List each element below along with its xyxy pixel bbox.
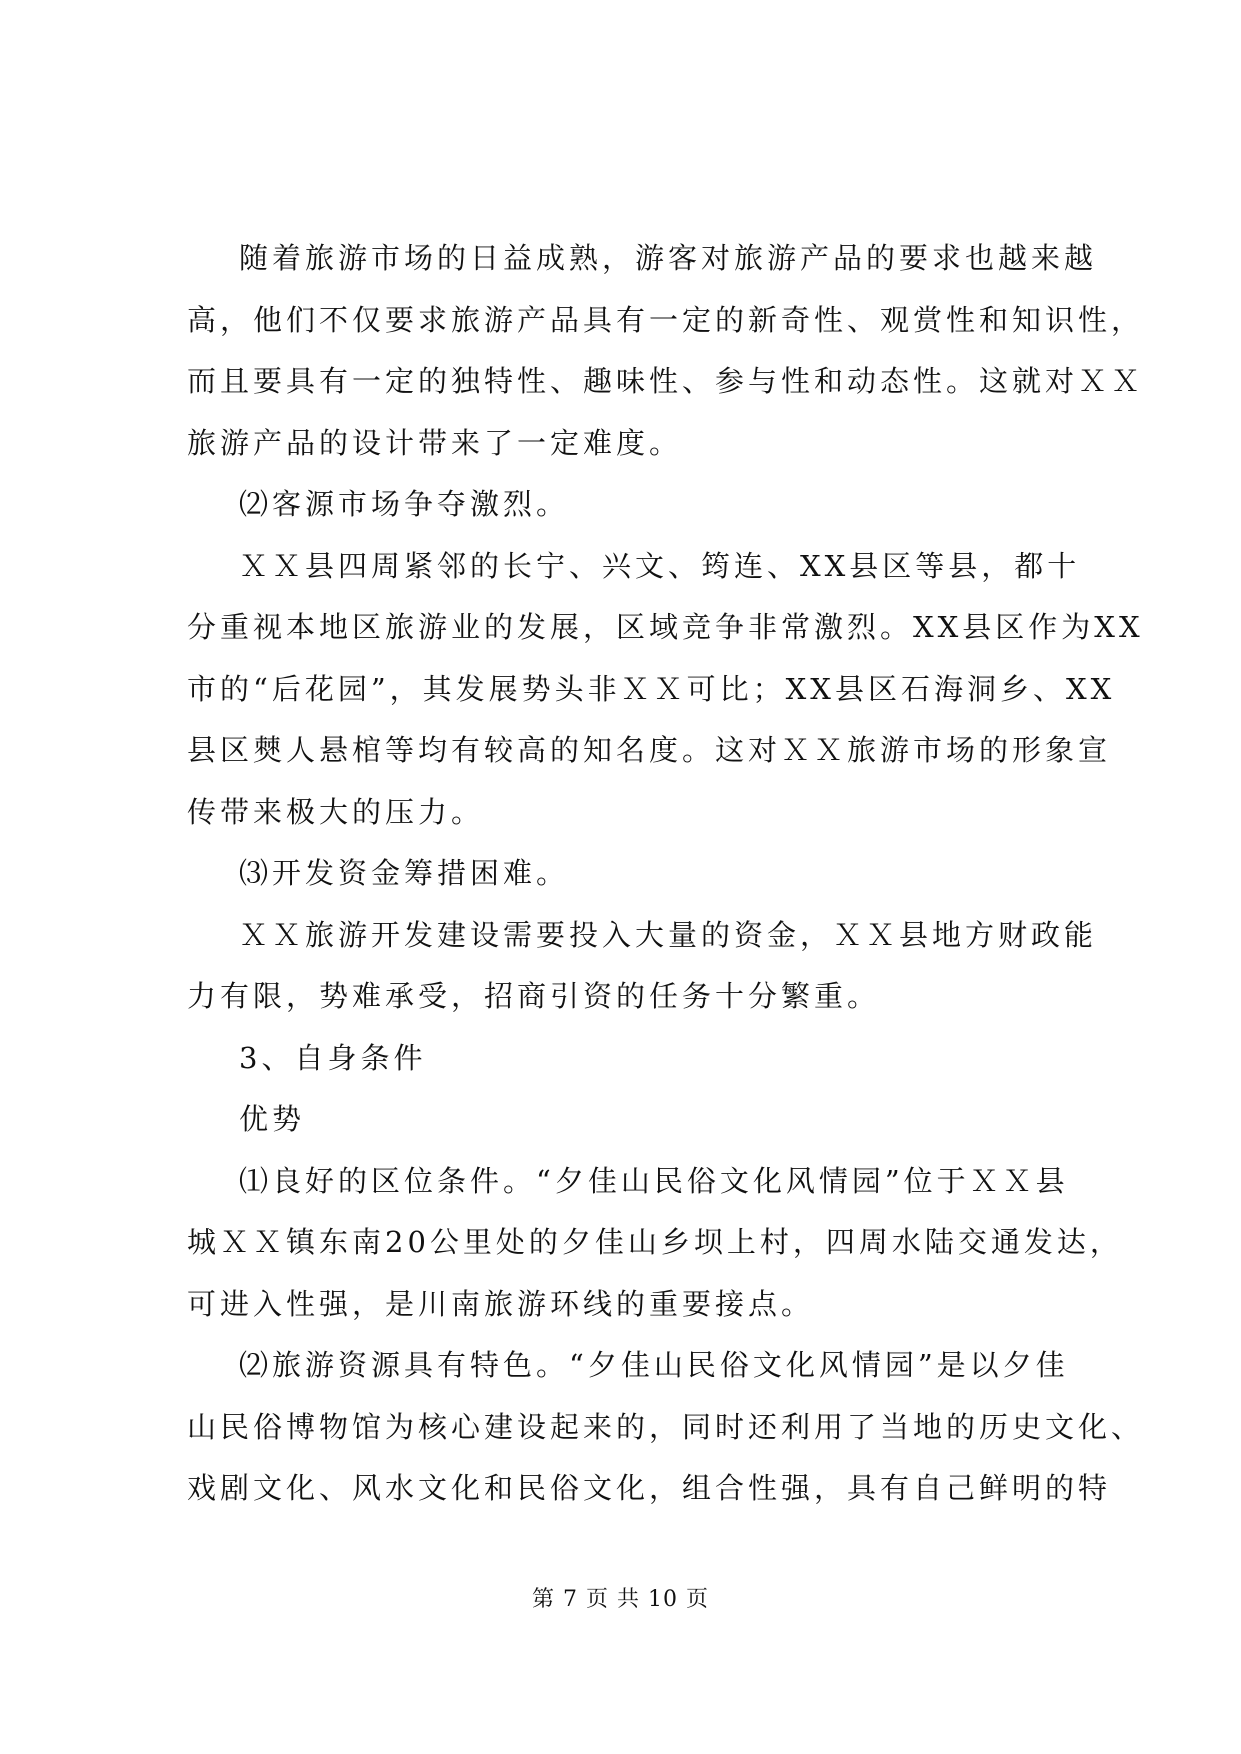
paragraph-line: 市的“后花园”，其发展势头非ＸＸ可比；XX县区石海洞乡、XX [187, 671, 1116, 706]
section-heading: ⑶开发资金筹措困难。 [239, 856, 570, 890]
paragraph-line: ＸＸ县四周紧邻的长宁、兴文、筠连、XX县区等县，都十 [239, 548, 1081, 583]
paragraph-line: 山民俗博物馆为核心建设起来的，同时还利用了当地的历史文化、 [187, 1409, 1145, 1444]
paragraph-line: ⑵旅游资源具有特色。“夕佳山民俗文化风情园”是以夕佳 [239, 1348, 1069, 1382]
section-heading: ⑵客源市场争夺激烈。 [239, 487, 570, 521]
paragraph-line: 力有限，势难承受，招商引资的任务十分繁重。 [187, 979, 881, 1013]
paragraph-line: 随着旅游市场的日益成熟，游客对旅游产品的要求也越来越 [239, 241, 1098, 275]
paragraph-line: 高，他们不仅要求旅游产品具有一定的新奇性、观赏性和知识性， [187, 302, 1145, 337]
page-number-label: 第 7 页 共 10 页 [532, 1587, 709, 1612]
section-heading: 3、自身条件 [239, 1040, 427, 1075]
paragraph-line: 可进入性强，是川南旅游环线的重要接点。 [187, 1286, 815, 1321]
paragraph-line: 城ＸＸ镇东南20公里处的夕佳山乡坝上村，四周水陆交通发达， [187, 1225, 1123, 1259]
paragraph-line: ＸＸ旅游开发建设需要投入大量的资金，ＸＸ县地方财政能 [239, 917, 1098, 952]
paragraph-line: 县区僰人悬棺等均有较高的知名度。这对ＸＸ旅游市场的形象宣 [187, 733, 1112, 767]
paragraph-line: 旅游产品的设计带来了一定难度。 [187, 425, 683, 460]
paragraph-line: 传带来极大的压力。 [187, 794, 485, 829]
page-footer [0, 1582, 1241, 1613]
paragraph-line: 而且要具有一定的独特性、趣味性、参与性和动态性。这就对ＸＸ [187, 364, 1145, 398]
paragraph-line: 分重视本地区旅游业的发展，区域竞争非常激烈。XX县区作为XX [187, 610, 1144, 644]
paragraph-line: ⑴良好的区位条件。“夕佳山民俗文化风情园”位于ＸＸ县 [239, 1163, 1069, 1198]
paragraph-line: 戏剧文化、风水文化和民俗文化，组合性强，具有自己鲜明的特 [187, 1471, 1112, 1505]
document-body [187, 228, 1145, 1520]
subsection-heading: 优势 [239, 1102, 306, 1136]
